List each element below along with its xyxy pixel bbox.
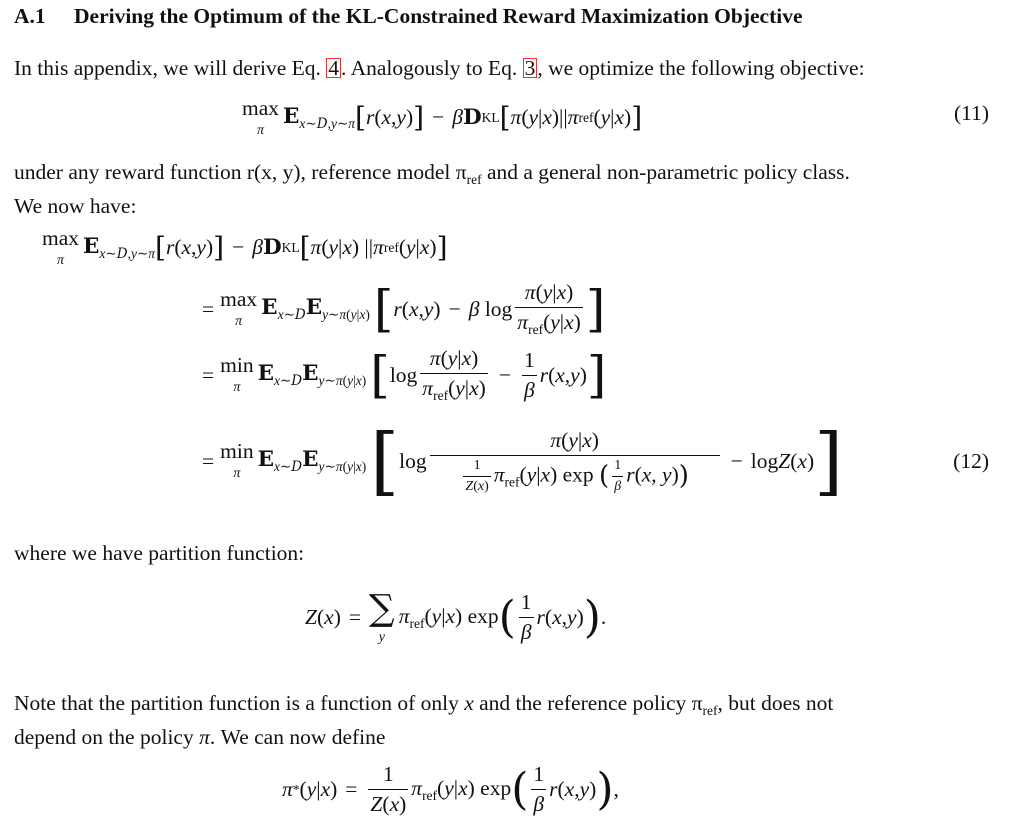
intro-text-1: In this appendix, we will derive Eq. <box>14 56 327 80</box>
intro-paragraph <box>14 55 865 82</box>
section-heading <box>14 4 803 29</box>
note-line-2: depend on the policy <box>14 725 200 749</box>
note-pi: π <box>199 725 210 749</box>
max-operator: max π <box>242 96 280 138</box>
note-x: x <box>464 691 474 715</box>
equation-link-3[interactable]: 3 <box>524 56 536 80</box>
conditions-line-1-end: and a general non-parametric policy class. <box>481 160 850 184</box>
note-line-1: Note that the partition function is a function of only <box>14 691 465 715</box>
equation-number-11: (11) <box>953 101 989 125</box>
note-line-1-mid: and the reference policy π <box>473 691 703 715</box>
note-ref-subscript: ref <box>702 703 718 718</box>
note-paragraph <box>14 690 833 751</box>
derivation-line-1: = max π $E_{x\sim D}E_{y\sim\pi(y|x)}$ [ r ( x , y ) − β log $\frac{\pi(y|x)}{\pi_{ref}(y|x)}$ ] <box>202 280 606 338</box>
partition-intro: where we have partition function: <box>14 541 305 565</box>
note-line-1-end: , but does not <box>717 691 834 715</box>
section-number: A.1 <box>14 4 46 28</box>
equation-number-12: (12) <box>953 449 989 473</box>
derivation-line-3: = min π $E_{x\sim D}E_{y\sim\pi(y|x)}$ [ log π(y|x) $\frac{1}{Z(x)}$ $\pi_{ref}(y|x)$ exp ( $\frac{1}{\beta}$ r(x, y)) − log Z ( x ) ] <box>202 418 844 504</box>
equation-11: max π $E_{x\sim D,y\sim\pi}$ [ r ( x , y ) ] − β D KL [ π ( y | x )|| π ref ( y | x ) ] <box>242 96 643 138</box>
equation-link-4[interactable]: 4 <box>328 56 340 80</box>
intro-text-2: . Analogously to Eq. <box>341 56 523 80</box>
note-line-2-end: . We can now define <box>209 725 386 749</box>
section-title: Deriving the Optimum of the KL-Constrained Reward Maximization Objective <box>74 4 803 28</box>
derivation-line-2: = min π $E_{x\sim D}E_{y\sim\pi(y|x)}$ [ log $\frac{\pi(y|x)}{\pi_{ref}(y|x)}$ − $\frac{1}{\beta}$ r ( x , y ) ] <box>202 346 607 404</box>
conditions-line-2: We now have: <box>14 194 137 218</box>
conditions-line-1: under any reward function r(x, y), reference model π <box>14 160 467 184</box>
conditions-paragraph <box>14 159 850 220</box>
partition-function-equation: Z ( x ) = ∑ y $\pi_{ref}(y|x)$ exp ( $\frac{1}{\beta}$ r ( x , y ) ) . <box>305 587 607 645</box>
derivation-line-0: max π $E_{x\sim D,y\sim\pi}$ [ r ( x , y ) ] − β D KL [ π ( y | x ) || π ref ( y | x ) ] <box>42 226 448 268</box>
intro-text-3: , we optimize the following objective: <box>537 56 865 80</box>
optimal-policy-equation: π * ( y | x ) = $\frac{1}{Z(x)}$ $\pi_{ref}(y|x)$ exp ( $\frac{1}{\beta}$ r ( x , y ) ) , <box>282 762 619 816</box>
conditions-ref-subscript: ref <box>466 172 482 187</box>
